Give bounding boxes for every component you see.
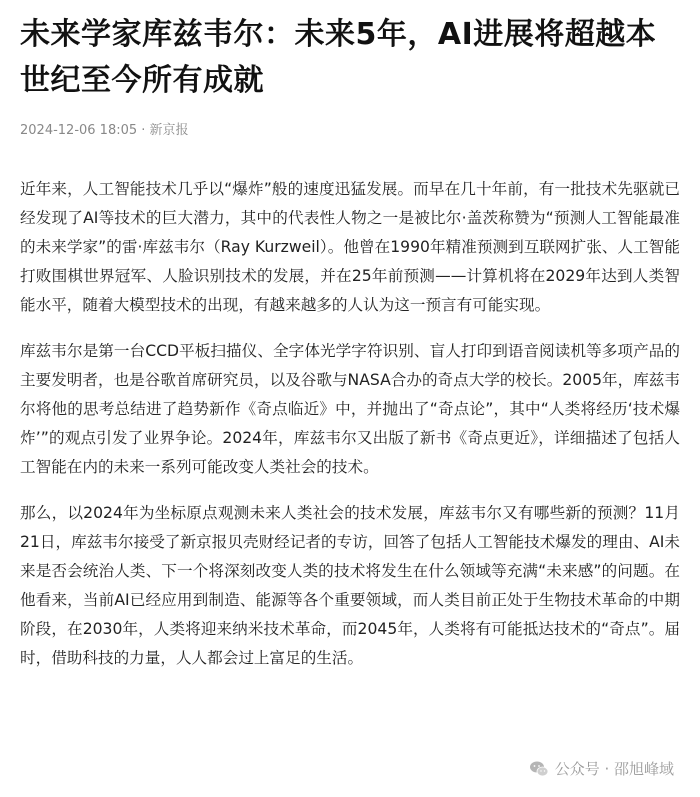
article-body xyxy=(20,175,680,673)
article-meta: 2024-12-06 18:05 · 新京报 xyxy=(20,123,189,138)
watermark-text: 公众号 · 邵旭峰域 xyxy=(554,760,674,778)
article-title: 未来学家库兹韦尔：未来5年，AI进展将超越本世纪至今所有成就 xyxy=(20,17,657,98)
wechat-icon xyxy=(529,760,549,778)
paragraph: 近年来，人工智能技术几乎以“爆炸”般的速度迅猛发展。而早在几十年前，有一批技术先驱就已经发现了AI等技术的巨大潜力，其中的代表性人物之一是被比尔·盖茨称赞为“预测人工智能最准的未来学家”的雷·库兹韦尔（Ray Kurzweil）。他曾在1990年精准预测到互联网扩张、人工智能打败围棋世界冠军、人脸识别技术的发展，并在25年前预测——计算机将在2029年达到人类智能水平，随着大模型技术的出现，有越来越多的人认为这一预言有可能实现。 xyxy=(20,180,680,314)
watermark xyxy=(525,756,678,781)
paragraph: 那么，以2024年为坐标原点观测未来人类社会的技术发展，库兹韦尔又有哪些新的预测？11月21日，库兹韦尔接受了新京报贝壳财经记者的专访，回答了包括人工智能技术爆发的理由、AI未来是否会统治人类、下一个将深刻改变人类的技术将发生在什么领域等充满“未来感”的问题。在他看来，当前AI已经应用到制造、能源等各个重要领域，而人类目前正处于生物技术革命的中期阶段，在2030年，人类将迎来纳米技术革命，而2045年，人类将有可能抵达技术的“奇点”。届时，借助科技的力量，人人都会过上富足的生活。 xyxy=(20,504,680,667)
article xyxy=(20,0,680,690)
paragraph: 库兹韦尔是第一台CCD平板扫描仪、全字体光学字符识别、盲人打印到语音阅读机等多项产品的主要发明者，也是谷歌首席研究员，以及谷歌与NASA合办的奇点大学的校长。2005年，库兹韦尔将他的思考总结进了趋势新作《奇点临近》中，并抛出了“奇点论”，其中“人类将经历‘技术爆炸’”的观点引发了业界争论。2024年，库兹韦尔又出版了新书《奇点更近》，详细描述了包括人工智能在内的未来一系列可能改变人类社会的技术。 xyxy=(20,342,680,476)
